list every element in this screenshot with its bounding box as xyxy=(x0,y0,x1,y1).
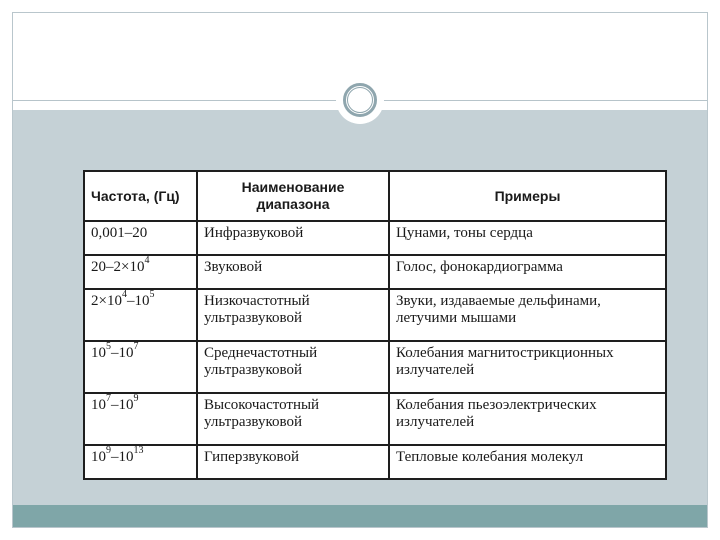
table-row xyxy=(84,393,666,445)
header-range-name xyxy=(197,171,389,221)
cell-frequency: $2\times 10^4-10^5$ xyxy=(84,289,197,341)
cell-examples: Колебания пьезоэлектрических излучателей xyxy=(389,393,666,445)
cell-range-name: Инфразвуковой xyxy=(197,221,389,255)
table-row xyxy=(84,445,666,479)
table-row xyxy=(84,255,666,289)
header-frequency: Частота, (Гц) xyxy=(84,171,197,221)
cell-range-name: Среднечастотный ультразвуковой xyxy=(197,341,389,393)
table-row xyxy=(84,341,666,393)
header-range-name-line1: Наименование xyxy=(241,179,345,195)
cell-range-name: Гиперзвуковой xyxy=(197,445,389,479)
frequency-range-table xyxy=(83,170,667,480)
cell-frequency: $20-2\times 10^4$ xyxy=(84,255,197,289)
table-row xyxy=(84,289,666,341)
cell-frequency: $10^7-10^9$ xyxy=(84,393,197,445)
table-row xyxy=(84,221,666,255)
cell-range-name: Низкочастотный ультразвуковой xyxy=(197,289,389,341)
footer-bar xyxy=(13,505,707,527)
cell-frequency: $10^5-10^7$ xyxy=(84,341,197,393)
header-range-name-line2: диапазона xyxy=(256,196,330,212)
header-examples: Примеры xyxy=(389,171,666,221)
cell-frequency: 0,001–20 xyxy=(84,221,197,255)
cell-examples: Звуки, издаваемые дельфинами, летучими мышами xyxy=(389,289,666,341)
cell-range-name: Звуковой xyxy=(197,255,389,289)
circle-ornament-icon xyxy=(336,76,384,124)
cell-examples: Голос, фонокардиограмма xyxy=(389,255,666,289)
ornament-ring-inner xyxy=(347,87,373,113)
table-header-row xyxy=(84,171,666,221)
cell-range-name: Высокочастотный ультразвуковой xyxy=(197,393,389,445)
cell-examples: Цунами, тоны сердца xyxy=(389,221,666,255)
cell-frequency: $10^9-10^{13}$ xyxy=(84,445,197,479)
cell-examples: Колебания магнитострикционных излучателей xyxy=(389,341,666,393)
cell-examples: Тепловые колебания молекул xyxy=(389,445,666,479)
